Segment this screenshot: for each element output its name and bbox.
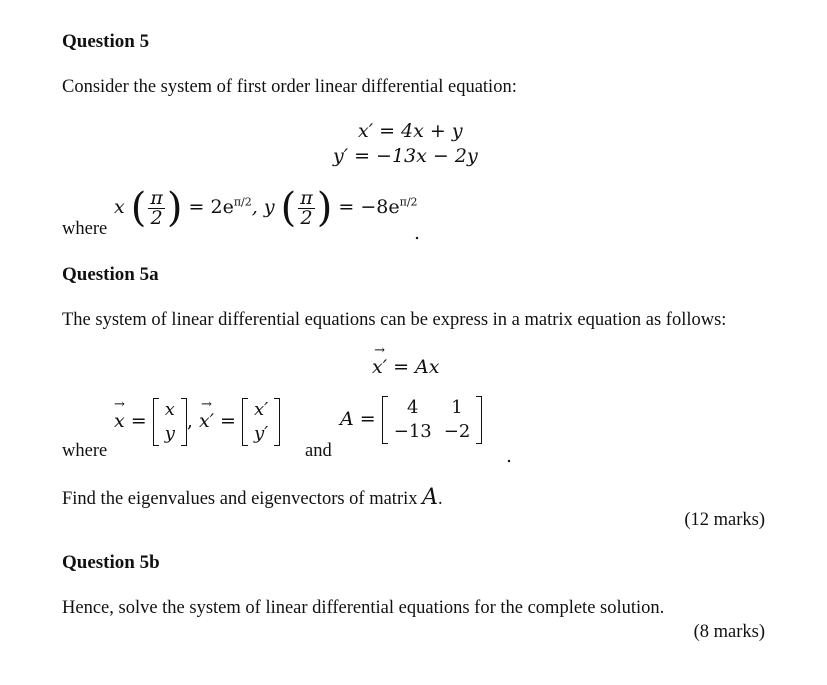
pi-over-2-fraction [298, 186, 315, 229]
where-label-5a: where [62, 441, 108, 461]
vector-definitions: → x = x y , → x′ = x′ y′ [114, 398, 280, 446]
entry-y: y [164, 423, 175, 444]
question-5b-task: Hence, solve the system of linear differential equations for the complete solution. [62, 598, 665, 618]
matrix-A-definition [340, 396, 482, 444]
matrix-equation [372, 356, 439, 378]
x-vector: → x [114, 410, 125, 432]
paren-open-icon: ( [280, 185, 297, 231]
fraction-denominator: 2 [150, 206, 163, 229]
entry-y-prime: y′ [254, 423, 269, 444]
fraction-denominator: 2 [300, 206, 313, 229]
a21: −13 [393, 421, 432, 442]
period: . [414, 222, 421, 244]
a11: 4 [407, 397, 419, 418]
task-period: . [438, 489, 443, 509]
a22: −2 [443, 421, 471, 442]
equals-sign: = [393, 356, 409, 378]
ic-x-symbol: x [114, 196, 125, 218]
exponent: π/2 [399, 195, 418, 209]
initial-conditions [114, 185, 418, 231]
where-label: where [62, 219, 108, 239]
ic-y-symbol: , y [251, 196, 275, 218]
x-prime-vector-label: → x′ [199, 410, 214, 432]
question-5a-heading: Question 5a [62, 264, 159, 285]
question-5b-marks: (8 marks) [693, 622, 765, 642]
pi-over-2-fraction [148, 186, 165, 229]
question-5-heading: Question 5 [62, 31, 150, 52]
paren-open-icon: ( [130, 185, 147, 231]
question-5-intro: Consider the system of first order linear differential equation: [62, 77, 517, 97]
entry-x-prime: x′ [254, 399, 269, 420]
question-5a-intro: The system of linear differential equations can be express in a matrix equation as follows: [62, 310, 727, 330]
A-label: A = [340, 408, 376, 430]
fraction-numerator: π [300, 186, 313, 209]
paren-close-icon: ) [316, 185, 333, 231]
ic-y-value: = −8e [338, 196, 400, 218]
x-vector-matrix [153, 398, 187, 446]
ic-x-value: = 2e [188, 196, 234, 218]
A-x-product: Ax [415, 356, 440, 378]
paren-close-icon: ) [166, 185, 183, 231]
x-prime-vector: → x′ [372, 356, 387, 378]
period-5a: . [506, 445, 513, 467]
and-label: and [305, 441, 332, 461]
task-matrix-var: A [422, 485, 439, 510]
task-text: Find the eigenvalues and eigenvectors of matrix [62, 489, 418, 509]
exponent: π/2 [233, 195, 252, 209]
question-5a-marks: (12 marks) [684, 510, 765, 530]
question-5a-task [62, 485, 443, 510]
x-prime-vector-matrix [242, 398, 280, 446]
equation-x-prime: x′ = 4x + y [358, 120, 463, 142]
entry-x: x [164, 399, 175, 420]
equation-y-prime: y′ = −13x − 2y [333, 145, 478, 167]
matrix-A [382, 396, 483, 444]
fraction-numerator: π [150, 186, 163, 209]
a12: 1 [451, 397, 463, 418]
question-5b-heading: Question 5b [62, 552, 160, 573]
